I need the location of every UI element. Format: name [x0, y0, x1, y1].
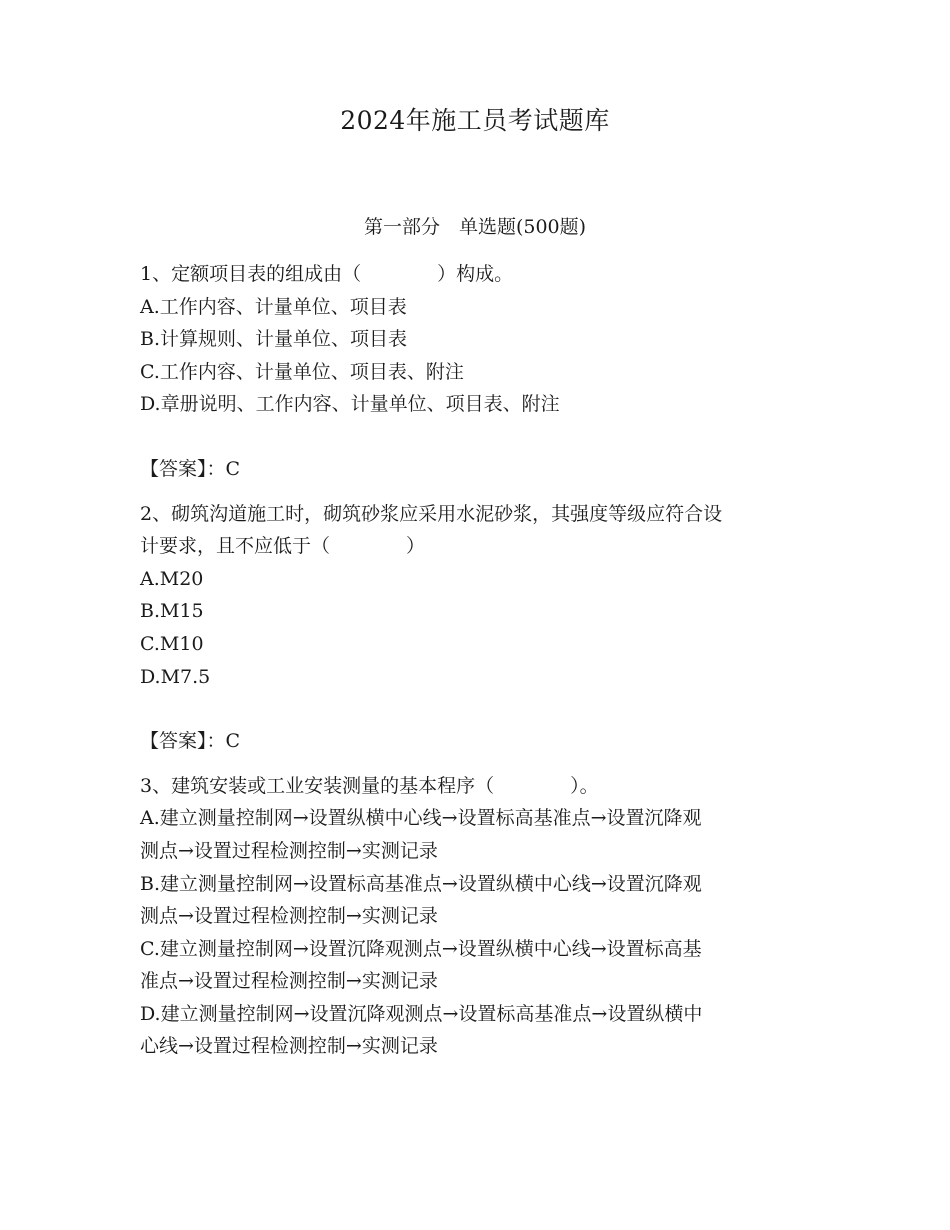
question-stem-continued: 计要求，且不应低于（ ） [140, 535, 426, 558]
option-a: A.建立测量控制网→设置纵横中心线→设置标高基准点→设置沉降观 [140, 807, 702, 830]
option-c-continued: 准点→设置过程检测控制→实测记录 [140, 970, 438, 993]
section-title: 第一部分 单选题(500题) [363, 216, 587, 238]
question-stem: 3、建筑安装或工业安装测量的基本程序（ ）。 [140, 774, 599, 797]
option-a-continued: 测点→设置过程检测控制→实测记录 [140, 839, 438, 862]
question-2 [140, 498, 810, 758]
option-c: C.M10 [140, 632, 204, 655]
option-b-continued: 测点→设置过程检测控制→实测记录 [140, 905, 438, 928]
option-c: C.建立测量控制网→设置沉降观测点→设置纵横中心线→设置标高基 [140, 937, 702, 960]
option-a: A.工作内容、计量单位、项目表 [140, 295, 407, 318]
question-stem: 1、定额项目表的组成由（ ）构成。 [140, 263, 514, 285]
option-c: C.工作内容、计量单位、项目表、附注 [140, 360, 464, 383]
option-b: B.建立测量控制网→设置标高基准点→设置纵横中心线→设置沉降观 [140, 872, 702, 895]
answer-text: 【答案】：C [140, 730, 241, 753]
option-a: A.M20 [140, 567, 204, 590]
question-3 [140, 770, 810, 1063]
document-title: 2024年施工员考试题库 [340, 106, 610, 135]
option-d-continued: 心线→设置过程检测控制→实测记录 [140, 1035, 438, 1058]
option-b: B.M15 [140, 600, 204, 623]
option-d: D.章册说明、工作内容、计量单位、项目表、附注 [140, 393, 560, 416]
question-list [140, 258, 810, 1063]
option-b: B.计算规则、计量单位、项目表 [140, 328, 408, 351]
option-d: D.M7.5 [140, 665, 211, 688]
answer-text: 【答案】：C [140, 457, 241, 480]
question-1 [140, 258, 810, 486]
question-stem: 2、砌筑沟道施工时，砌筑砂浆应采用水泥砂浆，其强度等级应符合设 [140, 502, 723, 525]
option-d: D.建立测量控制网→设置沉降观测点→设置标高基准点→设置纵横中 [140, 1002, 703, 1025]
